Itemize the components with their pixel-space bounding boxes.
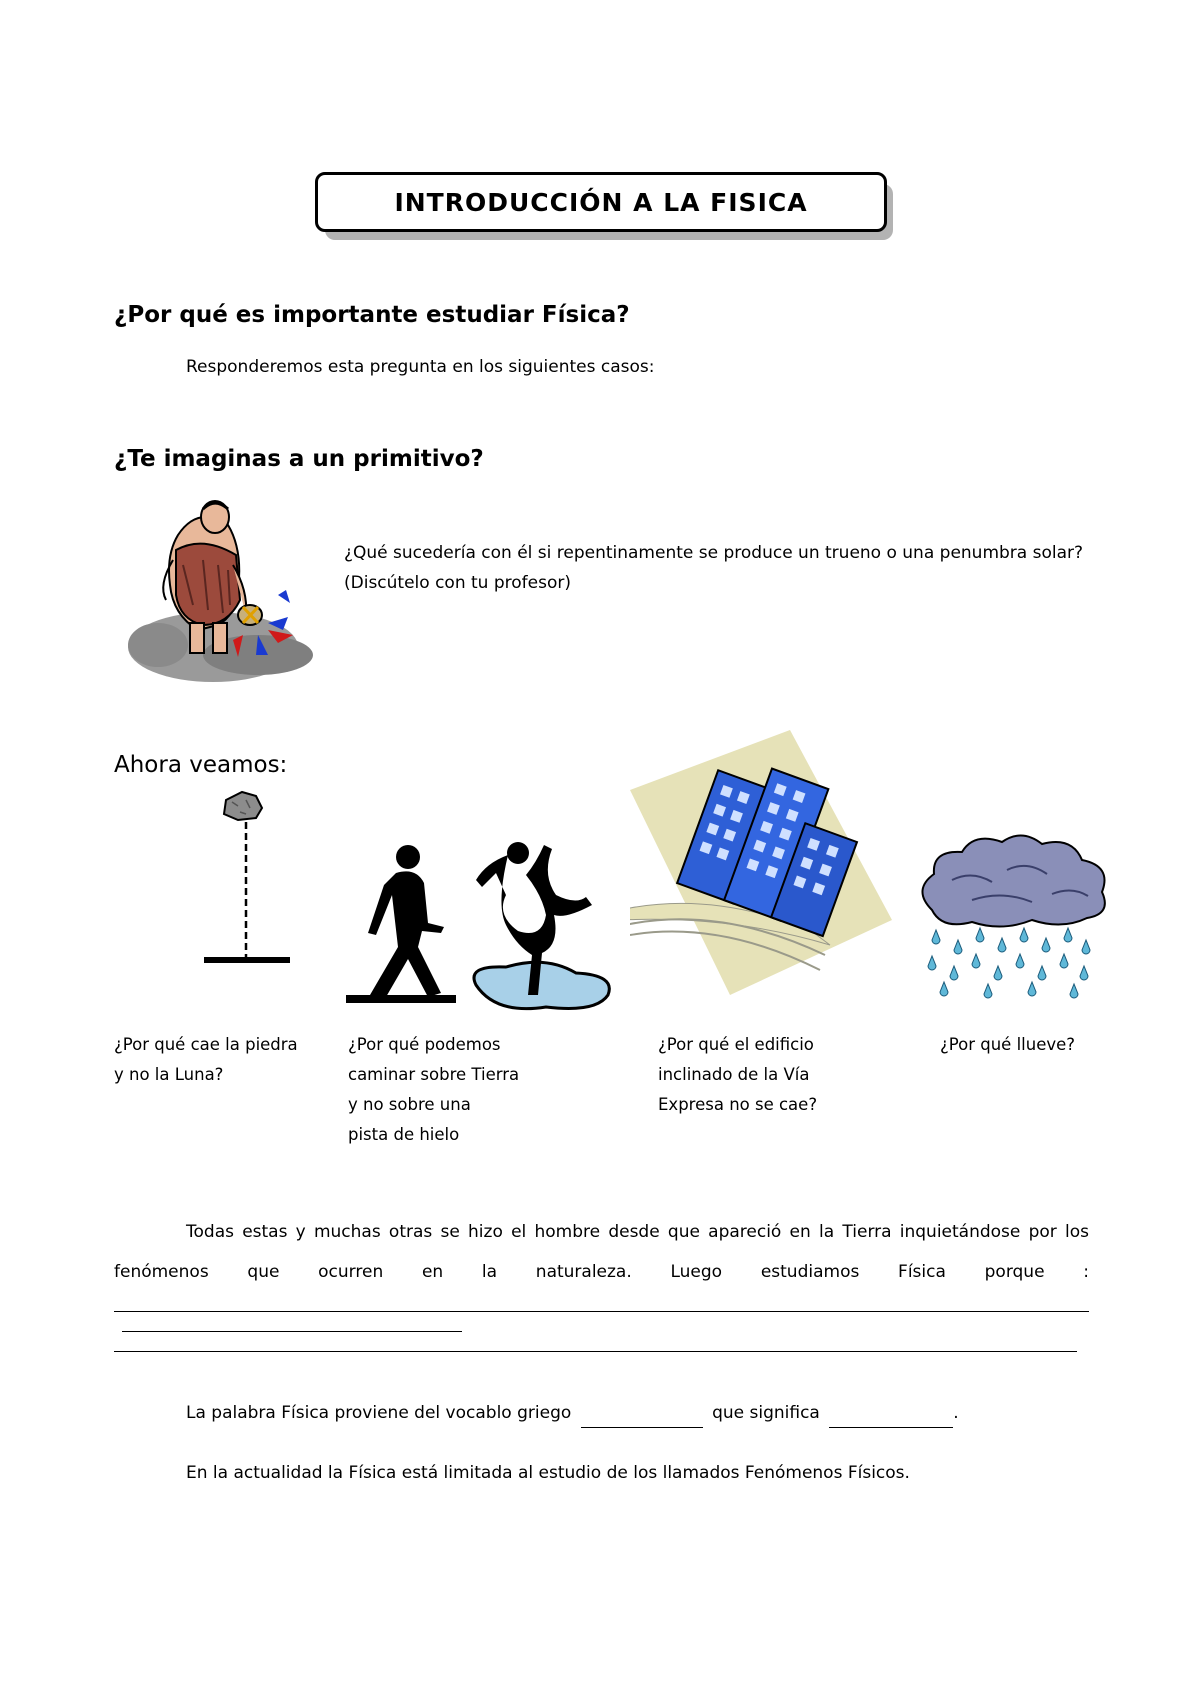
word-origin-part2: que significa	[712, 1403, 820, 1423]
intro-text: Responderemos esta pregunta en los siguientes casos:	[186, 357, 655, 377]
rain-cloud-illustration	[912, 830, 1112, 1005]
answer-line-3[interactable]	[114, 1351, 1077, 1352]
answer-blank-1[interactable]	[122, 1309, 462, 1332]
meaning-blank[interactable]	[829, 1405, 953, 1428]
caption-building: ¿Por qué el edificio inclinado de la Vía Expresa no se cae?	[658, 1035, 818, 1114]
page-title: INTRODUCCIÓN A LA FISICA	[315, 172, 887, 232]
heading-ahora-veamos: Ahora veamos:	[114, 752, 288, 778]
heading-primitive: ¿Te imaginas a un primitivo?	[114, 446, 484, 472]
discuss-note: (Discútelo con tu profesor)	[344, 573, 571, 593]
word-origin-part1: La palabra Física proviene del vocablo griego	[186, 1403, 572, 1423]
word-origin-end: .	[953, 1403, 959, 1423]
reason-paragraph	[114, 1212, 1089, 1332]
caption-walk: ¿Por qué podemos caminar sobre Tierra y no sobre una pista de hielo	[348, 1035, 520, 1144]
word-origin-sentence	[186, 1398, 959, 1428]
primitive-question: ¿Qué sucedería con él si repentinamente se produce un trueno o una penumbra solar?	[344, 543, 1084, 563]
caption-rain: ¿Por qué llueve?	[940, 1035, 1076, 1054]
answer-line-2[interactable]	[114, 1311, 1089, 1312]
heading-why-physics: ¿Por qué es importante estudiar Física?	[114, 302, 630, 328]
falling-stone-illustration	[198, 790, 298, 975]
caveman-illustration	[118, 495, 328, 690]
walking-and-slipping-illustration	[346, 835, 626, 1015]
greek-word-blank[interactable]	[581, 1405, 703, 1428]
actualidad-text: En la actualidad la Física está limitada al estudio de los llamados Fenómenos Físicos.	[186, 1463, 910, 1483]
reason-paragraph-text: Todas estas y muchas otras se hizo el hombre desde que apareció en la Tierra inquietándose por los fenómenos que ocurren en la naturaleza. Luego estudiamos Física porque :	[114, 1222, 1089, 1282]
tilted-building-illustration	[630, 730, 892, 1005]
caption-stone: ¿Por qué cae la piedra y no la Luna?	[114, 1035, 298, 1084]
